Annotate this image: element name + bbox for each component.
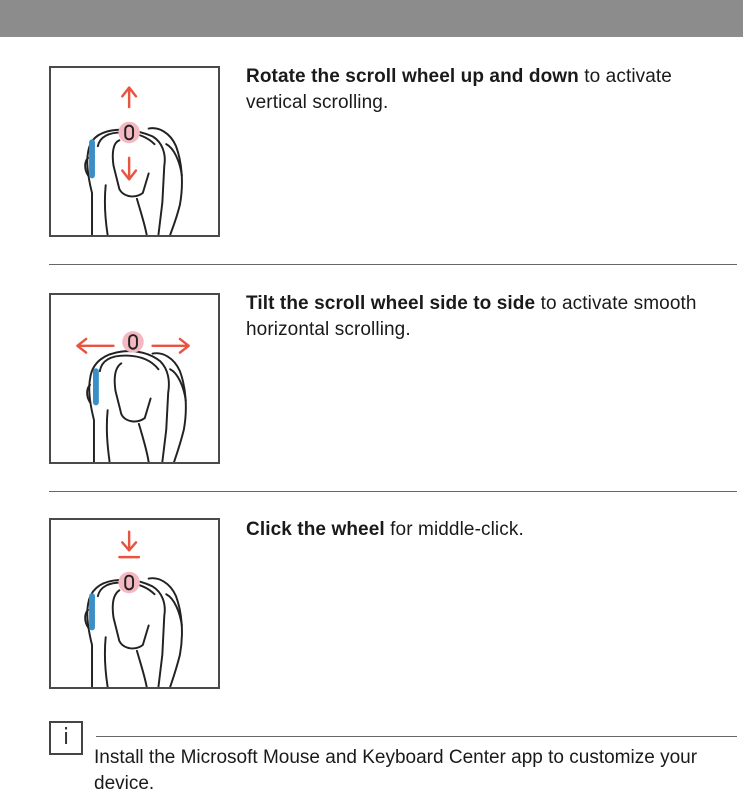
info-icon: i bbox=[49, 721, 83, 755]
step-2-rest: to activate smooth horizontal scrolling. bbox=[246, 293, 697, 340]
divider bbox=[49, 264, 737, 265]
step-3-rest: for middle-click. bbox=[384, 519, 524, 540]
step-2-bold: Tilt the scroll wheel side to side bbox=[246, 293, 536, 314]
horizontal-scroll-illustration bbox=[49, 293, 220, 464]
vertical-scroll-illustration bbox=[49, 66, 220, 237]
header-bar bbox=[0, 0, 743, 37]
divider bbox=[49, 491, 737, 492]
note-text: Install the Microsoft Mouse and Keyboard Center app to customize your device. bbox=[94, 747, 698, 794]
note-divider bbox=[96, 736, 737, 737]
step-3-text bbox=[246, 517, 726, 543]
step-1-text bbox=[246, 64, 726, 116]
step-2-text bbox=[246, 291, 726, 343]
middle-click-illustration bbox=[49, 518, 220, 689]
step-1-rest: to activate vertical scrolling. bbox=[246, 66, 672, 113]
step-1-bold: Rotate the scroll wheel up and down bbox=[246, 66, 579, 87]
step-3-bold: Click the wheel bbox=[246, 519, 385, 540]
